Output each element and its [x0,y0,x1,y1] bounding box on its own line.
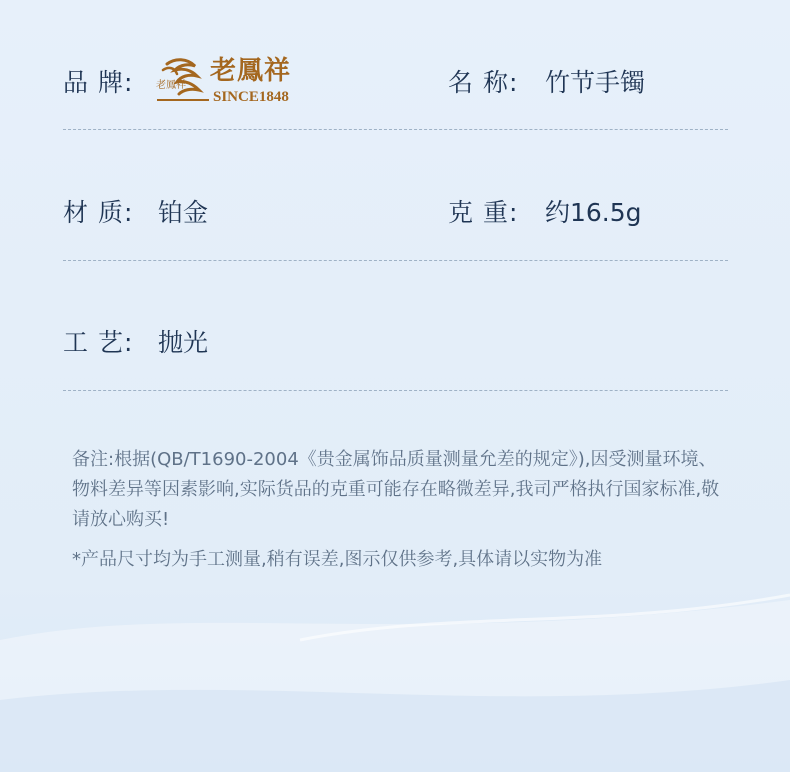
name-label: 名 称: [448,68,519,97]
divider [63,129,728,130]
brand-logo [155,56,295,108]
disclaimer-note: *产品尺寸均为手工测量,稍有误差,图示仅供参考,具体请以实物为准 [72,549,603,570]
brand-label: 品 牌: [63,68,134,97]
logo-chinese-text: 老鳳祥 [210,56,292,86]
material-value: 铂金 [158,198,209,227]
divider [63,390,728,391]
craft-value: 抛光 [158,328,209,357]
divider [63,260,728,261]
logo-since-text: SINCE1848 [213,89,289,105]
weight-label: 克 重: [448,198,519,227]
material-label: 材 质: [63,198,134,227]
name-value: 竹节手镯 [545,68,646,97]
craft-label: 工 艺: [63,328,134,357]
logo-small-text: 老鳳祥 [156,80,186,91]
remark-note: 备注:根据(QB/T1690-2004《贵金属饰品质量测量允差的规定》),因受测量环境、物料差异等因素影响,实际货品的克重可能存在略微差异,我司严格执行国家标准,敬请放心购买! [72,449,720,530]
weight-value: 约16.5g [545,198,642,227]
